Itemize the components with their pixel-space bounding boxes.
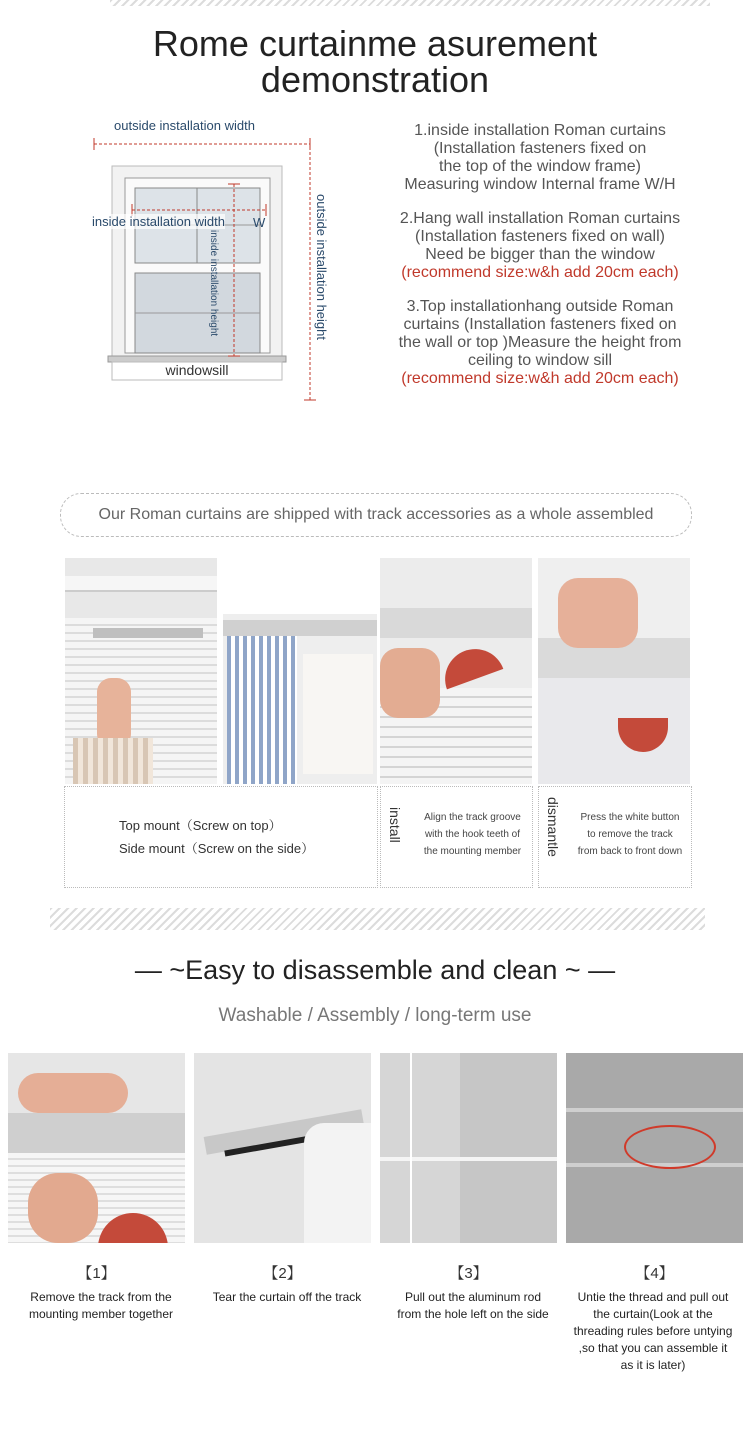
install-label: install: [387, 807, 403, 843]
window-measurement-diagram: [80, 110, 350, 410]
note-1: 1.inside installation Roman curtains (Installation fasteners fixed on the top of the window frame) Measuring window Internal frame W/H: [404, 122, 676, 193]
middle-divider: [50, 908, 705, 930]
top-mount-photo: [65, 558, 217, 784]
step-2-text: Tear the curtain off the track: [212, 1290, 362, 1304]
installation-notes: [360, 122, 720, 402]
step-2-photo: [194, 1053, 371, 1243]
dismantle-card: [538, 786, 692, 888]
outside-height-label: outside installation height: [314, 194, 329, 340]
step-2-number: 【2】: [263, 1265, 302, 1282]
step-4-photo: [566, 1053, 743, 1243]
clean-subheading: Washable / Assembly / long-term use: [218, 1005, 532, 1026]
side-mount-photo: [223, 614, 377, 784]
dismantle-label: dismantle: [545, 797, 561, 857]
step-1-text: Remove the track from the mounting member together: [28, 1290, 174, 1321]
outside-width-label: outside installation width: [114, 118, 255, 133]
note-2: 2.Hang wall installation Roman curtains (Installation fasteners fixed on wall) Need be bigger than the window (recommend size:w&h add 20cm each): [399, 210, 681, 281]
page-title-line2: demonstration: [260, 59, 490, 100]
dismantle-description: Press the white button to remove the track from back to front down: [577, 812, 683, 857]
dismantle-photo: [538, 558, 690, 784]
mount-card: [64, 786, 378, 888]
clean-heading: — ~Easy to disassemble and clean ~ —: [134, 955, 616, 985]
install-arrow-icon: [437, 641, 504, 690]
windowsill-label: windowsill: [165, 362, 229, 378]
install-card: [380, 786, 533, 888]
step-1-number: 【1】: [77, 1265, 116, 1282]
note-2-recommend: (recommend size:w&h add 20cm each): [401, 264, 679, 281]
install-photo: [380, 558, 532, 784]
step-3-photo: [380, 1053, 557, 1243]
step-4-number: 【4】: [635, 1265, 674, 1282]
side-mount-label: Side mount（Screw on the side）: [119, 841, 315, 856]
step-4-highlight-circle-icon: [624, 1125, 716, 1169]
inside-width-label: inside installation width: [92, 214, 225, 229]
step-1-photo: [8, 1053, 185, 1243]
w-mark: W: [253, 215, 266, 230]
step-3-number: 【3】: [449, 1265, 488, 1282]
install-description: Align the track groove with the hook teeth of the mounting member: [423, 812, 522, 857]
top-divider: [110, 0, 710, 6]
step-3-text: Pull out the aluminum rod from the hole left on the side: [397, 1290, 549, 1321]
inside-height-label: inside installation height: [208, 230, 219, 337]
shipped-note: Our Roman curtains are shipped with track accessories as a whole assembled: [60, 493, 692, 537]
page-title-line1: Rome curtainme asurement: [152, 23, 598, 64]
note-3: 3.Top installationhang outside Roman curtains (Installation fasteners fixed on the wall or top )Measure the height from ceiling to window sill (recommend size:w&h add 20cm each): [398, 298, 682, 387]
step-4-text: Untie the thread and pull out the curtain(Look at the threading rules before untying ,so that you can assemble it as it is later): [573, 1290, 733, 1372]
top-mount-label: Top mount（Screw on top）: [119, 818, 282, 833]
note-3-recommend: (recommend size:w&h add 20cm each): [401, 370, 679, 387]
